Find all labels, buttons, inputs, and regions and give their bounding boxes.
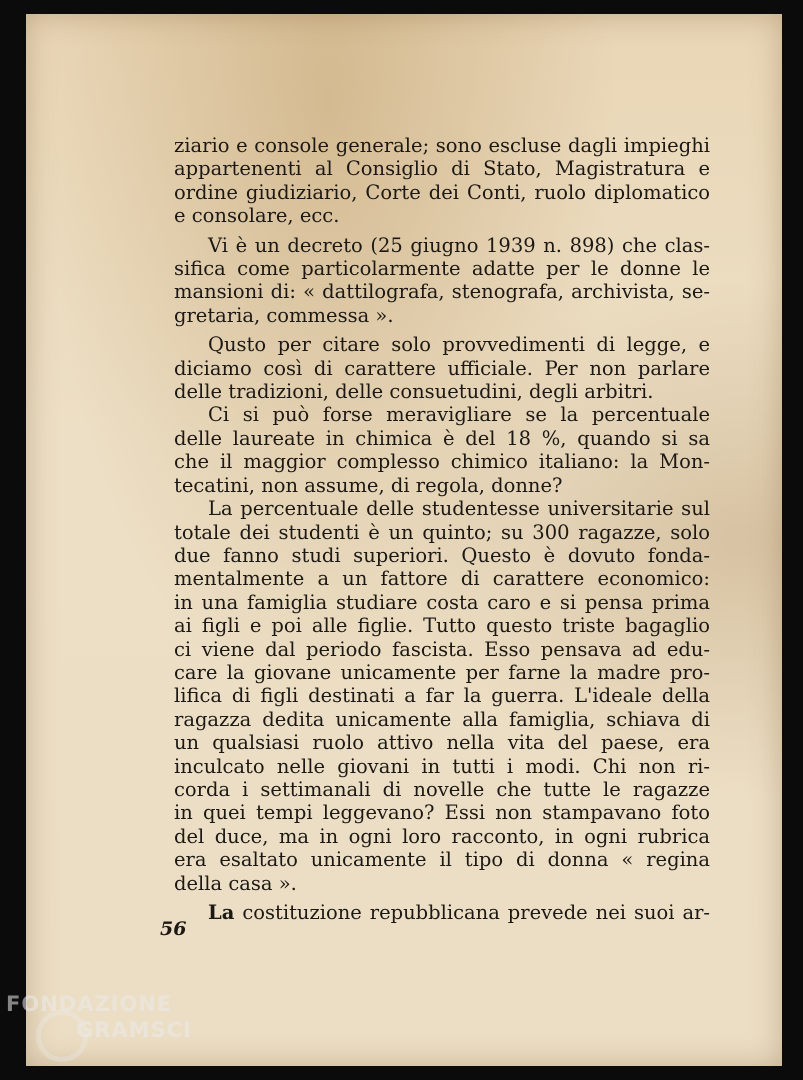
text-line: ai figli e poi alle figlie. Tutto questo triste bagaglio bbox=[174, 614, 710, 638]
text-line: due fanno studi superiori. Questo è dovuto fonda- bbox=[174, 543, 710, 567]
text-line: ragazza dedita unicamente alla famiglia, schiava di bbox=[174, 707, 710, 731]
text-line: della casa ». bbox=[174, 871, 297, 895]
watermark-line1: FONDAZIONE bbox=[6, 992, 173, 1016]
text-line: sifica come particolarmente adatte per le donne le bbox=[174, 257, 710, 281]
text-line: tecatini, non assume, di regola, donne? bbox=[174, 473, 563, 497]
text-line: mansioni di: « dattilografa, stenografa, archivista, se- bbox=[174, 280, 710, 304]
text-line: del duce, ma in ogni loro racconto, in ogni rubrica bbox=[174, 824, 710, 848]
page-number: 56 bbox=[160, 918, 187, 940]
text-line: mentalmente a un fattore di carattere economico: bbox=[174, 567, 710, 591]
text-line: inculcato nelle giovani in tutti i modi. Chi non ri- bbox=[174, 754, 710, 778]
text-line: corda i settimanali di novelle che tutte le ragazze bbox=[174, 777, 710, 801]
paragraph-start-word: La bbox=[208, 901, 235, 924]
text-line: in quei tempi leggevano? Essi non stampavano foto bbox=[174, 801, 710, 825]
text-line: ziario e console generale; sono escluse dagli impieghi bbox=[174, 134, 710, 157]
text-line: ci viene dal periodo fascista. Esso pensava ad edu- bbox=[174, 637, 710, 661]
text-line: gretaria, commessa ». bbox=[174, 303, 394, 327]
text-line: e consolare, ecc. bbox=[174, 204, 340, 228]
text-line: che il maggior complesso chimico italiano: la Mon- bbox=[174, 450, 710, 474]
text-line: delle tradizioni, delle consuetudini, degli arbitri. bbox=[174, 380, 654, 404]
text-line: diciamo così di carattere ufficiale. Per non parlare bbox=[174, 356, 710, 380]
text-line: lifica di figli destinati a far la guerra. L'ideale della bbox=[174, 684, 710, 708]
text-line: un qualsiasi ruolo attivo nella vita del paese, era bbox=[174, 731, 710, 755]
text-line: La percentuale delle studentesse universitarie sul bbox=[208, 497, 710, 521]
watermark-line2: GRAMSCI bbox=[76, 1018, 192, 1042]
text-line: Qusto per citare solo provvedimenti di legge, e bbox=[208, 333, 710, 357]
text-line: Vi è un decreto (25 giugno 1939 n. 898) che clas- bbox=[208, 233, 710, 257]
text-line: delle laureate in chimica è del 18 %, quando si sa bbox=[174, 426, 710, 450]
book-page bbox=[26, 14, 782, 1066]
text-line: care la giovane unicamente per farne la madre pro- bbox=[174, 660, 710, 684]
text-line: ordine giudiziario, Corte dei Conti, ruolo diplomatico bbox=[174, 180, 710, 204]
text-line: Ci si può forse meravigliare se la percentuale bbox=[208, 403, 710, 427]
text-line: era esaltato unicamente il tipo di donna « regina bbox=[174, 848, 710, 872]
text-line: totale dei studenti è un quinto; su 300 ragazze, solo bbox=[174, 520, 710, 544]
watermark-logo bbox=[6, 992, 206, 1072]
text-line-rest: costituzione repubblicana prevede nei suoi ar- bbox=[242, 901, 711, 924]
text-line: in una famiglia studiare costa caro e si pensa prima bbox=[174, 590, 710, 614]
body-text bbox=[174, 134, 710, 924]
text-line: appartenenti al Consiglio di Stato, Magistratura e bbox=[174, 157, 710, 181]
text-line bbox=[174, 901, 710, 924]
